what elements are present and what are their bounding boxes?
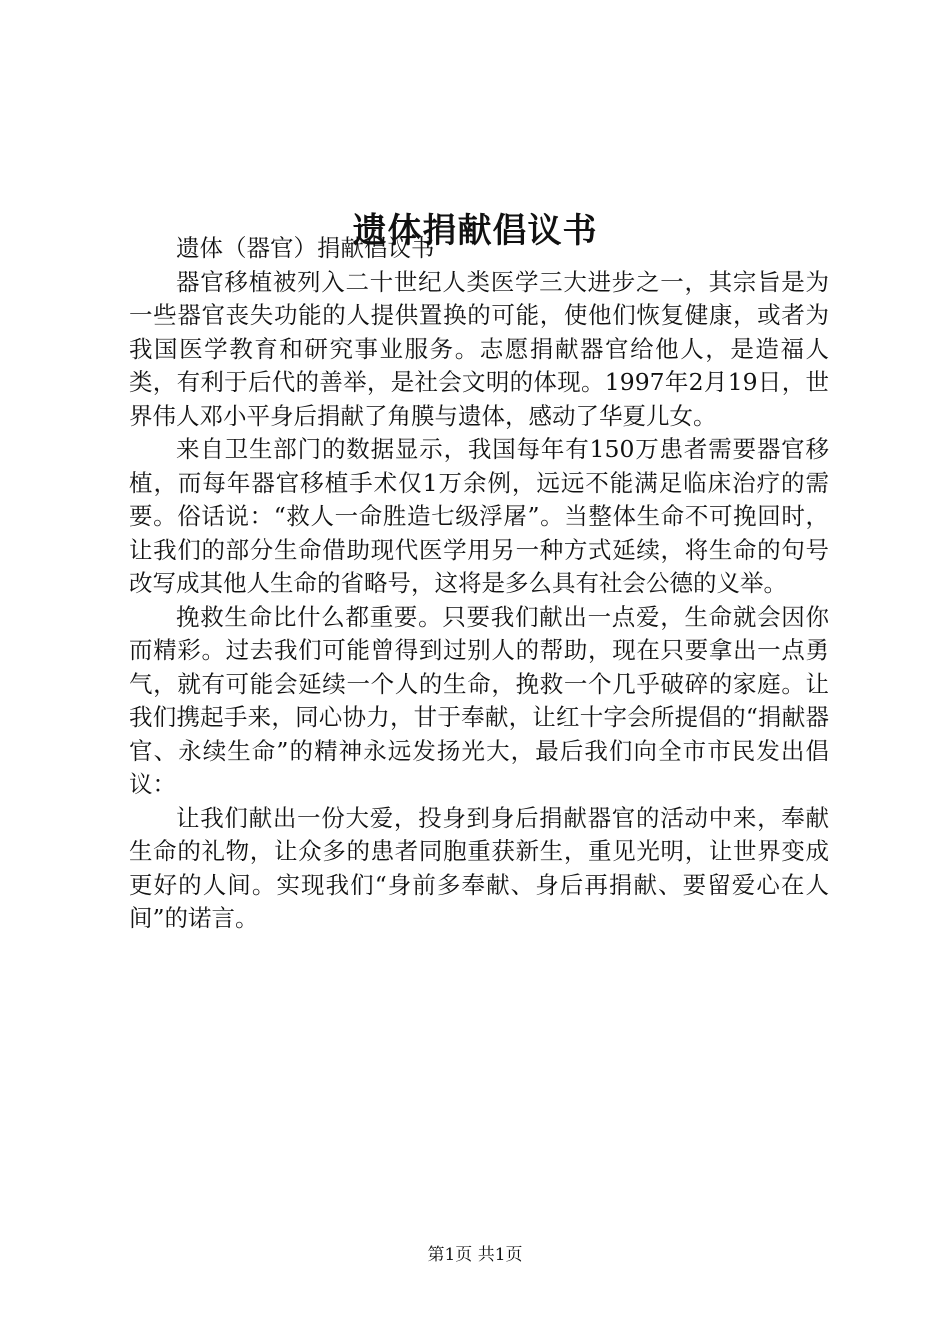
document-subtitle: 遗体（器官）捐献倡议书 [176,234,435,262]
body-paragraph: 挽救生命比什么都重要。只要我们献出一点爱，生命就会因你而精彩。过去我们可能曾得到过别人的帮助，现在只要拿出一点勇气，就有可能会延续一个人的生命，挽救一个几乎破碎的家庭。让我们携起手来，同心协力，甘于奉献，让红十字会所提倡的“捐献器官、永续生命”的精神永远发扬光大，最后我们向全市市民发出倡议： [129,602,829,798]
body-paragraph: 器官移植被列入二十世纪人类医学三大进步之一，其宗旨是为一些器官丧失功能的人提供置换的可能，使他们恢复健康，或者为我国医学教育和研究事业服务。志愿捐献器官给他人，是造福人类，有利于后代的善举，是社会文明的体现。1997年2月19日，世界伟人邓小平身后捐献了角膜与遗体，感动了华夏儿女。 [129,267,829,430]
document-body [129,232,829,936]
page-footer: 第1页 共1页 [427,1245,523,1265]
document-title: 遗体捐献倡议书 [352,210,598,251]
body-paragraph: 来自卫生部门的数据显示，我国每年有150万患者需要器官移植，而每年器官移植手术仅1万余例，远远不能满足临床治疗的需要。俗话说：“救人一命胜造七级浮屠”。当整体生命不可挽回时，让我们的部分生命借助现代医学用另一种方式延续，将生命的句号改写成其他人生命的省略号，这将是多么具有社会公德的义举。 [129,435,829,597]
body-paragraph: 让我们献出一份大爱，投身到身后捐献器官的活动中来，奉献生命的礼物，让众多的患者同胞重获新生，重见光明，让世界变成更好的人间。实现我们“身前多奉献、身后再捐献、要留爱心在人间”的诺言。 [129,803,829,932]
